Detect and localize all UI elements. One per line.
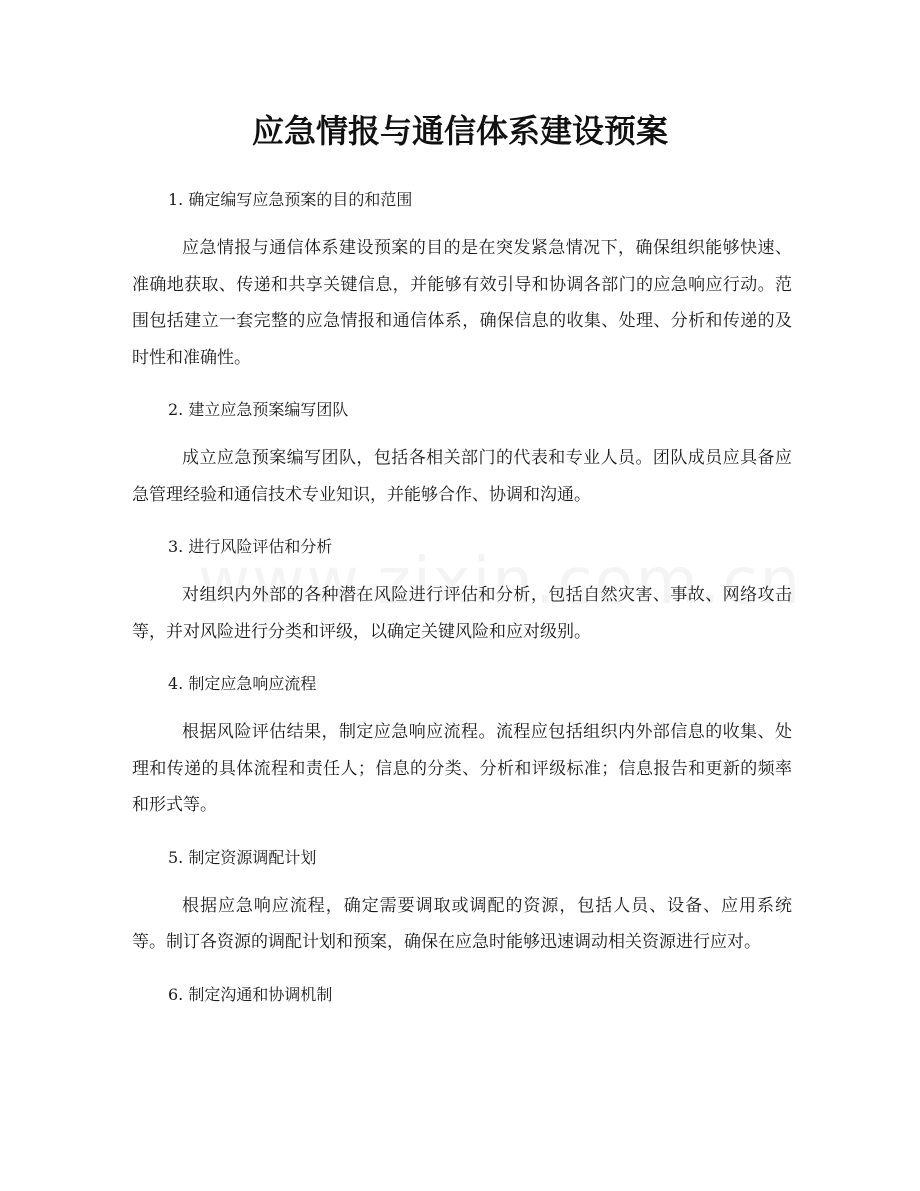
section-paragraph: 成立应急预案编写团队，包括各相关部门的代表和专业人员。团队成员应具备应急管理经验和通信技术专业知识，并能够合作、协调和沟通。 [132, 448, 792, 505]
section-paragraph: 根据应急响应流程，确定需要调取或调配的资源，包括人员、设备、应用系统等。制订各资源的调配计划和预案，确保在应急时能够迅速调动相关资源进行应对。 [132, 895, 792, 952]
section [132, 666, 792, 824]
section [132, 392, 792, 513]
section [132, 529, 792, 650]
section-heading: 2. 建立应急预案编写团队 [168, 400, 349, 419]
section-heading: 1. 确定编写应急预案的目的和范围 [168, 190, 413, 209]
document-body [132, 182, 792, 1013]
section-paragraph: 对组织内外部的各种潜在风险进行评估和分析，包括自然灾害、事故、网络攻击等，并对风险进行分类和评级，以确定关键风险和应对级别。 [132, 585, 792, 642]
document-title: 应急情报与通信体系建设预案 [251, 112, 668, 150]
section-paragraph: 根据风险评估结果，制定应急响应流程。流程应包括组织内外部信息的收集、处理和传递的具体流程和责任人；信息的分类、分析和评级标准；信息报告和更新的频率和形式等。 [132, 722, 792, 815]
section [132, 840, 792, 961]
section-heading: 5. 制定资源调配计划 [168, 847, 317, 867]
section-heading: 4. 制定应急响应流程 [168, 674, 317, 693]
section [132, 182, 792, 376]
section-heading: 3. 进行风险评估和分析 [168, 537, 333, 556]
section-heading: 6. 制定沟通和协调机制 [168, 984, 333, 1004]
section-paragraph: 应急情报与通信体系建设预案的目的是在突发紧急情况下，确保组织能够快速、准确地获取、传递和共享关键信息，并能够有效引导和协调各部门的应急响应行动。范围包括建立一套完整的应急情报和通信体系，确保信息的收集、处理、分析和传递的及时性和准确性。 [132, 238, 792, 368]
section [132, 977, 792, 1013]
